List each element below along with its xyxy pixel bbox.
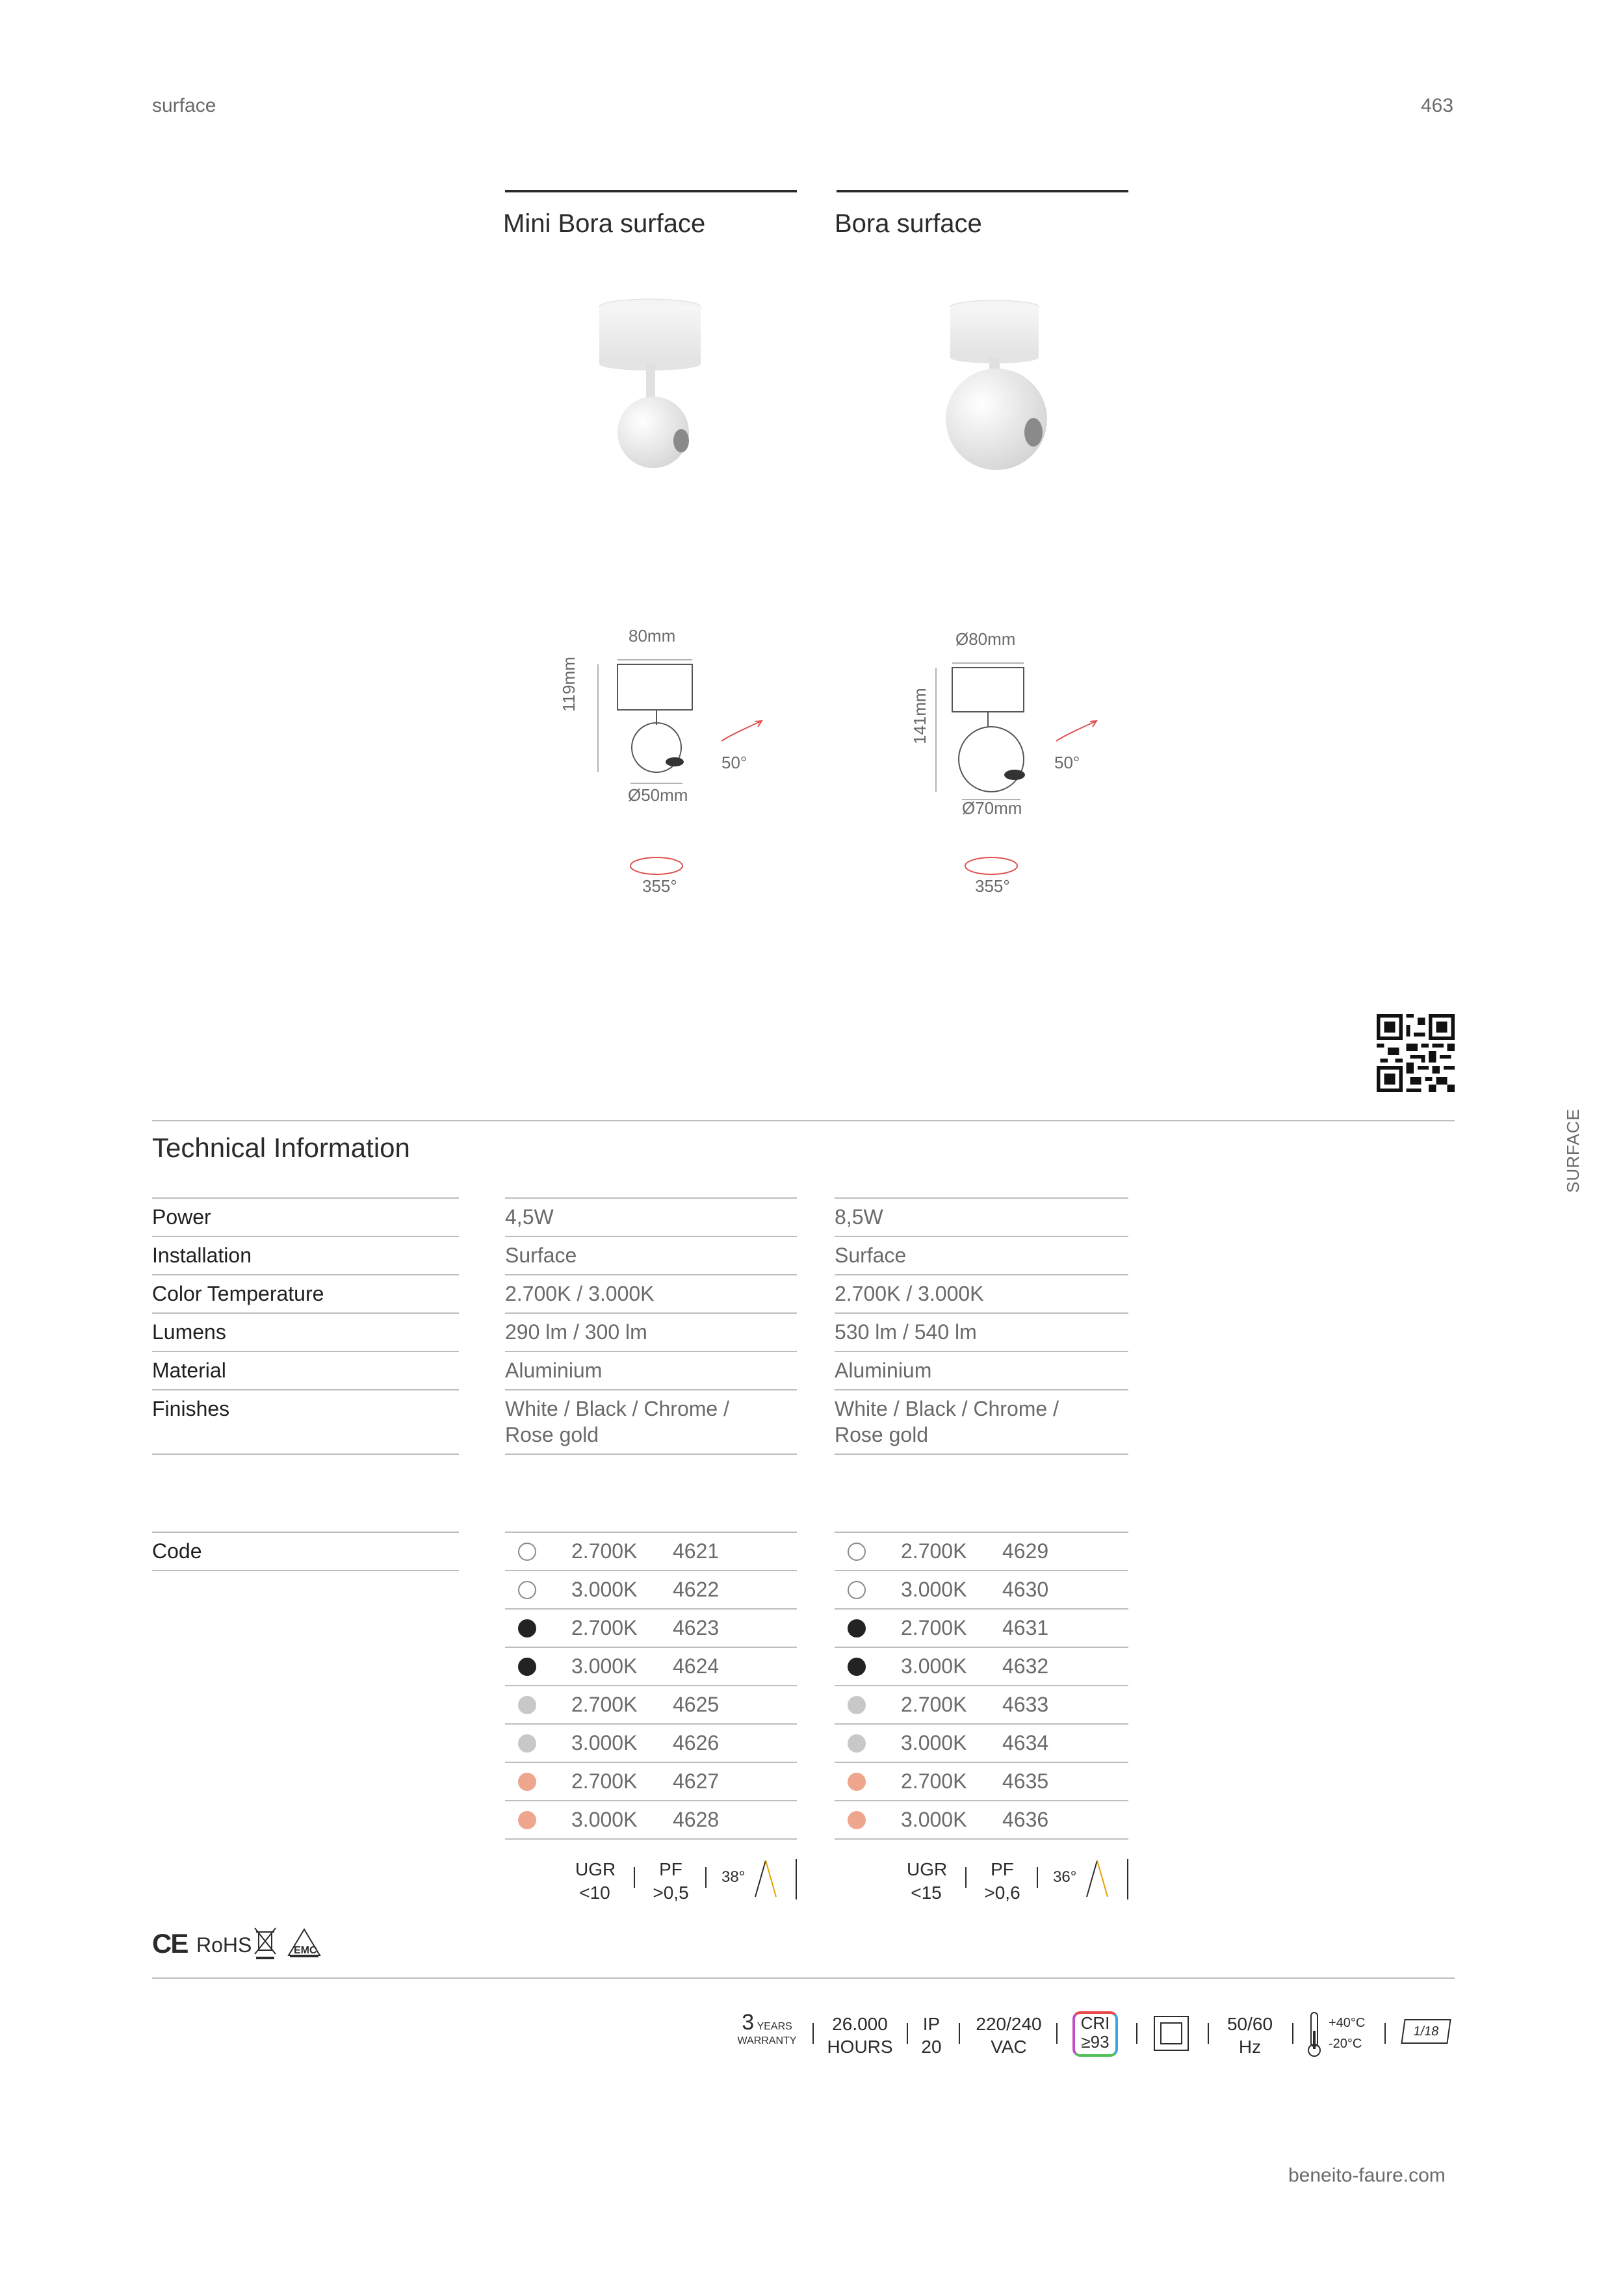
finish-swatch-chrome — [848, 1734, 866, 1753]
footer-divider — [1384, 2023, 1386, 2044]
warranty-badge: 3 YEARS WARRANTY — [737, 2010, 797, 2046]
code-row — [835, 1532, 1128, 1571]
color-temperature: 3.000K — [571, 1731, 638, 1755]
packaging-units-icon: 1/18 — [1401, 2019, 1451, 2044]
code-label: Code — [152, 1532, 459, 1571]
bora-width-label: Ø80mm — [955, 629, 1016, 649]
footer-divider — [812, 2023, 814, 2044]
product-title-bora: Bora surface — [835, 209, 982, 238]
mini-bora-diameter-label: Ø50mm — [628, 785, 688, 805]
bora-tilt-label: 50° — [1054, 753, 1080, 772]
code-row — [505, 1762, 797, 1801]
badge-divider — [796, 1859, 797, 1899]
bora-pf-badge: PF >0,6 — [984, 1859, 1020, 1903]
color-temperature: 2.700K — [901, 1769, 967, 1793]
tech-info-title: Technical Information — [152, 1132, 410, 1163]
code-row — [835, 1570, 1128, 1609]
section-label: surface — [152, 95, 216, 116]
color-temperature: 3.000K — [901, 1808, 967, 1831]
code-row — [505, 1685, 797, 1724]
color-temperature: 2.700K — [901, 1693, 967, 1716]
color-temperature: 3.000K — [571, 1654, 638, 1678]
class-ii-insulation-icon — [1153, 2015, 1189, 2052]
finish-swatch-rose-gold — [848, 1773, 866, 1791]
mini-bora-spec-finishes: White / Black / Chrome / Rose gold — [505, 1389, 797, 1455]
product-title-mini-bora: Mini Bora surface — [503, 209, 706, 238]
product-code: 4636 — [1002, 1808, 1049, 1831]
badge-divider — [965, 1867, 967, 1888]
badge-divider — [634, 1867, 635, 1888]
product-code: 4628 — [673, 1808, 720, 1831]
color-temperature: 2.700K — [571, 1769, 638, 1793]
emc-mark-text: EMC — [294, 1945, 317, 1956]
mini-bora-tilt-label: 50° — [721, 753, 747, 772]
beam-angle-icon — [753, 1859, 779, 1899]
product-code: 4623 — [673, 1616, 720, 1639]
spec-label-material: Material — [152, 1351, 459, 1389]
badge-divider — [1037, 1867, 1038, 1888]
page-number: 463 — [1421, 95, 1454, 116]
bora-diameter-label: Ø70mm — [962, 798, 1022, 818]
code-row — [835, 1723, 1128, 1762]
mini-bora-spec-material: Aluminium — [505, 1351, 797, 1389]
frequency-badge: 50/60 Hz — [1227, 2014, 1273, 2057]
finish-swatch-chrome — [518, 1734, 536, 1753]
code-row — [835, 1800, 1128, 1840]
bora-spec-installation: Surface — [835, 1236, 1128, 1274]
bora-spec-lumens: 530 lm / 540 lm — [835, 1312, 1128, 1351]
finish-swatch-rose-gold — [848, 1811, 866, 1829]
mini-bora-pf-badge: PF >0,5 — [653, 1859, 689, 1903]
product-code: 4635 — [1002, 1769, 1049, 1793]
product-code: 4629 — [1002, 1539, 1049, 1563]
finish-swatch-chrome — [848, 1696, 866, 1714]
finish-swatch-black — [848, 1658, 866, 1676]
product-code: 4632 — [1002, 1654, 1049, 1678]
spec-label-finishes: Finishes — [152, 1389, 459, 1455]
mini-bora-spec-power: 4,5W — [505, 1197, 797, 1236]
finish-swatch-white — [518, 1581, 536, 1599]
voltage-badge: 220/240 VAC — [976, 2014, 1042, 2057]
product-title-rule-1 — [505, 190, 797, 192]
bora-spec-finishes: White / Black / Chrome / Rose gold — [835, 1389, 1128, 1455]
bora-beam-angle: 36° — [1053, 1868, 1077, 1886]
product-code: 4625 — [673, 1693, 720, 1716]
finish-swatch-white — [848, 1543, 866, 1561]
mini-bora-rotation-label: 355° — [642, 876, 677, 896]
finish-swatch-black — [518, 1619, 536, 1637]
bora-product-image — [929, 293, 1066, 481]
bora-rotation-label: 355° — [975, 876, 1010, 896]
finish-swatch-rose-gold — [518, 1773, 536, 1791]
ip-rating-badge: IP 20 — [921, 2014, 942, 2057]
footer-divider — [1208, 2023, 1209, 2044]
product-code: 4626 — [673, 1731, 720, 1755]
website-link[interactable]: beneito-faure.com — [1288, 2165, 1446, 2186]
bora-dimension-drawing — [907, 624, 1121, 910]
color-temperature: 3.000K — [571, 1578, 638, 1601]
side-tab-label: SURFACE — [1563, 1108, 1583, 1193]
product-code: 4634 — [1002, 1731, 1049, 1755]
mini-bora-spec-installation: Surface — [505, 1236, 797, 1274]
bora-spec-color-temperature: 2.700K / 3.000K — [835, 1274, 1128, 1312]
color-temperature: 2.700K — [571, 1539, 638, 1563]
color-temperature: 2.700K — [571, 1693, 638, 1716]
bora-spec-material: Aluminium — [835, 1351, 1128, 1389]
code-row — [835, 1608, 1128, 1647]
badge-divider — [1127, 1859, 1128, 1899]
code-row — [505, 1608, 797, 1647]
footer-divider — [959, 2023, 960, 2044]
code-row — [505, 1570, 797, 1609]
rohs-mark: RoHS — [196, 1933, 252, 1957]
mini-bora-product-image — [585, 293, 721, 481]
spec-label-installation: Installation — [152, 1236, 459, 1274]
hours-badge: 26.000 HOURS — [827, 2014, 893, 2057]
footer-divider — [1292, 2023, 1293, 2044]
finish-swatch-chrome — [518, 1696, 536, 1714]
code-row — [505, 1532, 797, 1571]
color-temperature: 3.000K — [571, 1808, 638, 1831]
qr-code[interactable] — [1377, 1014, 1455, 1092]
code-row — [835, 1762, 1128, 1801]
footer-divider — [907, 2023, 908, 2044]
bora-height-label: 141mm — [910, 688, 929, 744]
color-temperature: 2.700K — [571, 1616, 638, 1639]
finish-swatch-black — [848, 1619, 866, 1637]
code-row — [835, 1647, 1128, 1686]
mini-bora-spec-color-temperature: 2.700K / 3.000K — [505, 1274, 797, 1312]
temperature-range: +40°C -20°C — [1329, 2016, 1366, 2051]
tech-info-top-rule — [152, 1120, 1455, 1121]
footer-divider — [1136, 2023, 1137, 2044]
color-temperature: 3.000K — [901, 1731, 967, 1755]
product-code: 4633 — [1002, 1693, 1049, 1716]
product-code: 4630 — [1002, 1578, 1049, 1601]
mini-bora-height-label: 119mm — [559, 657, 578, 712]
code-row — [505, 1723, 797, 1762]
finish-swatch-white — [518, 1543, 536, 1561]
badge-divider — [705, 1867, 707, 1888]
finish-swatch-rose-gold — [518, 1811, 536, 1829]
code-row — [505, 1800, 797, 1840]
finish-swatch-black — [518, 1658, 536, 1676]
product-code: 4627 — [673, 1769, 720, 1793]
product-code: 4622 — [673, 1578, 720, 1601]
ce-mark: CE — [152, 1928, 188, 1959]
mini-bora-ugr-badge: UGR <10 — [575, 1859, 616, 1903]
code-row — [505, 1647, 797, 1686]
color-temperature: 2.700K — [901, 1616, 967, 1639]
product-title-rule-2 — [837, 190, 1128, 192]
product-code: 4624 — [673, 1654, 720, 1678]
beam-angle-icon — [1084, 1859, 1110, 1899]
code-row — [835, 1685, 1128, 1724]
color-temperature: 3.000K — [901, 1578, 967, 1601]
color-temperature: 3.000K — [901, 1654, 967, 1678]
mini-bora-width-label: 80mm — [629, 626, 676, 646]
spec-label-lumens: Lumens — [152, 1312, 459, 1351]
weee-bin-icon — [252, 1925, 278, 1961]
spec-label-power: Power — [152, 1197, 459, 1236]
finish-swatch-white — [848, 1581, 866, 1599]
mini-bora-beam-angle: 38° — [721, 1868, 746, 1886]
cri-badge: CRI ≥93 — [1072, 2011, 1118, 2057]
thermometer-icon — [1306, 2011, 1322, 2058]
mini-bora-spec-lumens: 290 lm / 300 lm — [505, 1312, 797, 1351]
bora-spec-power: 8,5W — [835, 1197, 1128, 1236]
color-temperature: 2.700K — [901, 1539, 967, 1563]
footer-divider — [1056, 2023, 1058, 2044]
mini-bora-dimension-drawing — [572, 624, 786, 910]
footer-top-rule — [152, 1977, 1455, 1979]
bora-ugr-badge: UGR <15 — [907, 1859, 948, 1903]
product-code: 4621 — [673, 1539, 720, 1563]
spec-label-color-temperature: Color Temperature — [152, 1274, 459, 1312]
product-code: 4631 — [1002, 1616, 1049, 1639]
